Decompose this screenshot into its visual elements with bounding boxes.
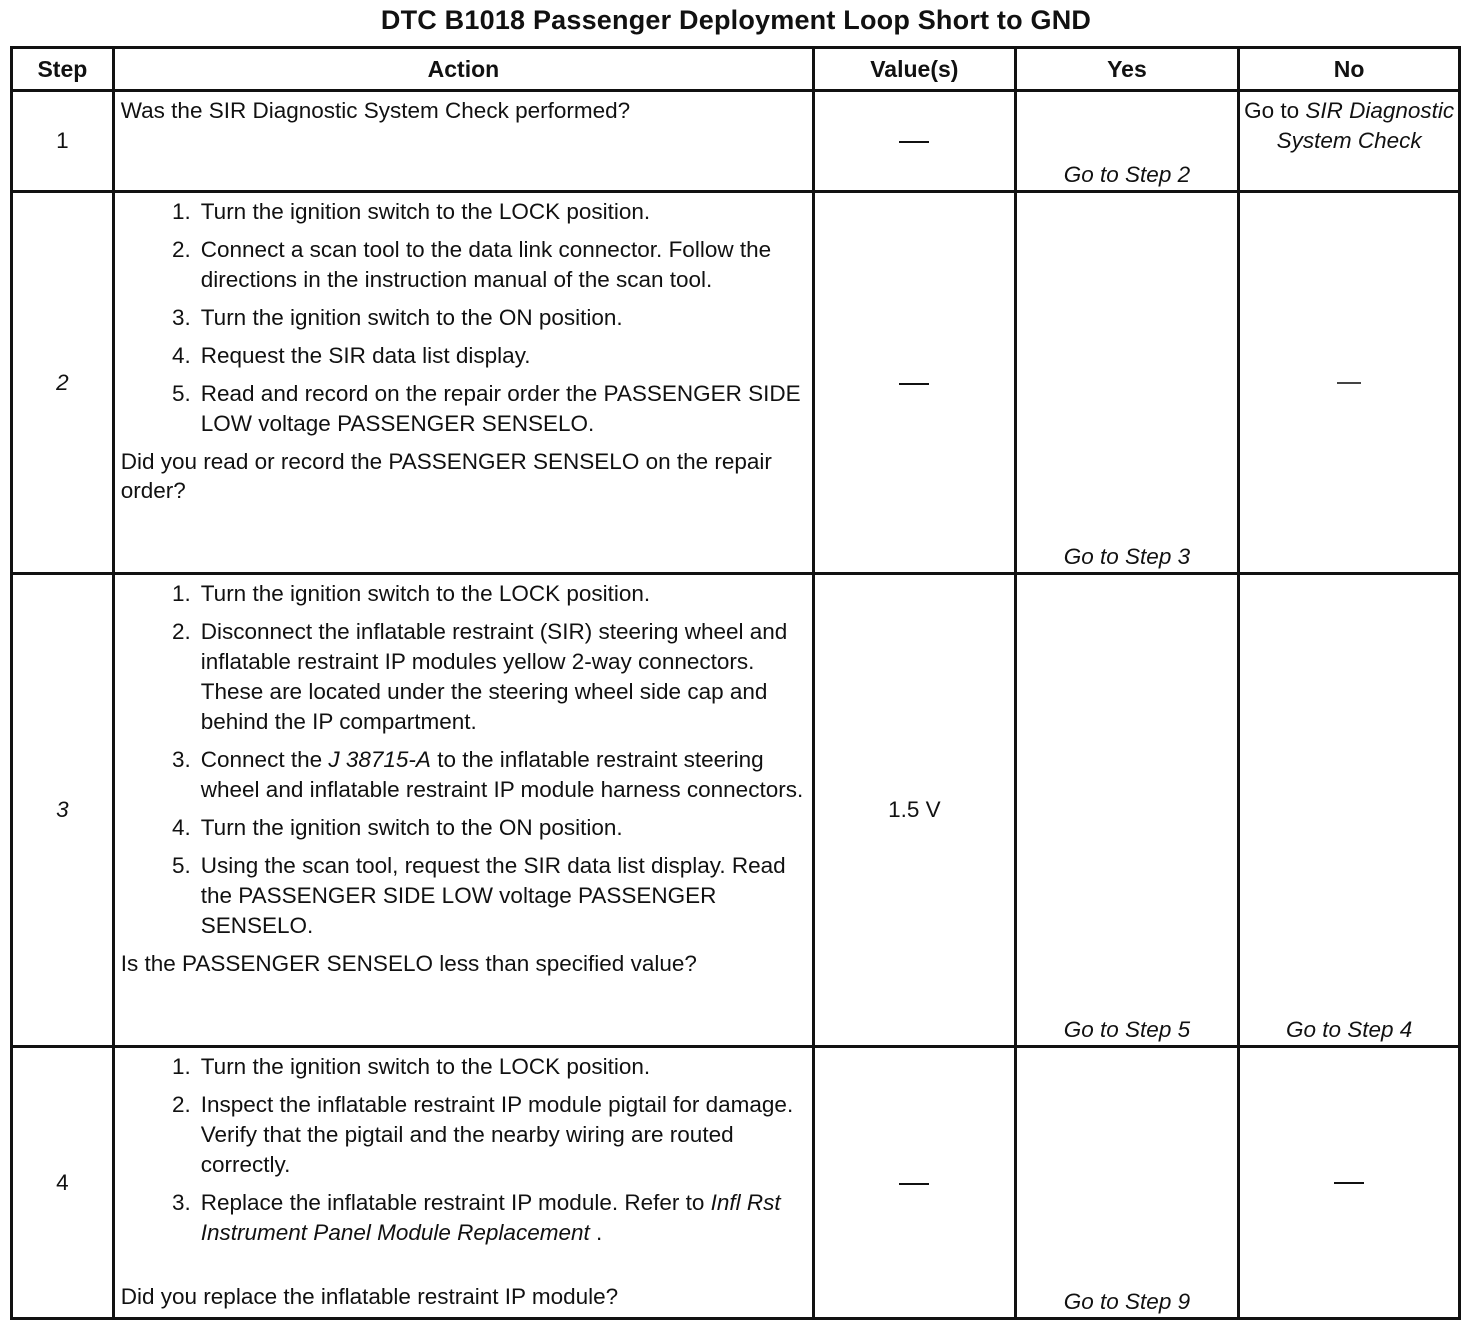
instruction-list [121, 1052, 804, 1248]
no-value-dash [899, 1183, 929, 1185]
no-cell [1239, 91, 1460, 192]
procedure-reference: Infl Rst Instrument Panel Module Replacement [200, 1190, 781, 1245]
no-cell [1239, 1047, 1460, 1319]
page-title: DTC B1018 Passenger Deployment Loop Short to GND [380, 5, 1092, 35]
header-action: Action [113, 48, 813, 91]
list-item: 2. Inspect the inflatable restraint IP module pigtail for damage. Verify that the pigtail and the nearby wiring are routed correctly. [172, 1092, 794, 1177]
step-number: 3 [12, 574, 114, 1047]
action-question: Was the SIR Diagnostic System Check performed? [120, 98, 631, 123]
no-prefix: Go to [1244, 98, 1306, 123]
action-cell [113, 1047, 813, 1319]
list-item: 4. Turn the ignition switch to the ON position. [172, 815, 623, 840]
instruction-list [121, 579, 804, 941]
value-cell [814, 1047, 1016, 1319]
instruction-list [121, 197, 804, 439]
value-cell: 1.5 V [814, 574, 1016, 1047]
list-item: 3. Connect the J 38715-A to the inflatable restraint steering wheel and inflatable restraint IP module harness connectors. [172, 747, 804, 802]
tool-reference: J 38715-A [328, 747, 431, 772]
header-no: No [1239, 48, 1460, 91]
value-cell [814, 192, 1016, 574]
action-question: Is the PASSENGER SENSELO less than specified value? [120, 951, 697, 976]
diagnostic-table [10, 46, 1461, 1320]
table-row-step-2 [12, 192, 1460, 574]
action-cell [113, 192, 813, 574]
yes-cell: Go to Step 5 [1015, 574, 1239, 1047]
list-item: 5. Read and record on the repair order the PASSENGER SIDE LOW voltage PASSENGER SENSELO. [172, 381, 801, 436]
step-number: 4 [12, 1047, 114, 1319]
value-cell [814, 91, 1016, 192]
step-number: 1 [12, 91, 114, 192]
list-item: 4. Request the SIR data list display. [172, 343, 531, 368]
list-item: 3. Replace the inflatable restraint IP module. Refer to Infl Rst Instrument Panel Module Replacement . [172, 1190, 781, 1245]
yes-cell: Go to Step 2 [1015, 91, 1239, 192]
header-row [12, 48, 1460, 91]
action-question: Did you replace the inflatable restraint IP module? [120, 1284, 619, 1309]
header-yes: Yes [1015, 48, 1239, 91]
no-cell: Go to Step 4 [1239, 574, 1460, 1047]
list-item: 1. Turn the ignition switch to the LOCK position. [172, 1054, 651, 1079]
table-row-step-1 [12, 91, 1460, 192]
no-value-dash [899, 141, 929, 143]
header-step: Step [12, 48, 114, 91]
list-item: 2. Disconnect the inflatable restraint (SIR) steering wheel and inflatable restraint IP modules yellow 2-way connectors. These are located under the steering wheel side cap and behind the IP compartment. [172, 619, 788, 734]
list-item: 2. Connect a scan tool to the data link connector. Follow the directions in the instruction manual of the scan tool. [172, 237, 772, 292]
yes-cell: Go to Step 3 [1015, 192, 1239, 574]
no-value-dash [899, 383, 929, 385]
list-item: 5. Using the scan tool, request the SIR data list display. Read the PASSENGER SIDE LOW voltage PASSENGER SENSELO. [172, 853, 786, 938]
no-value-dash [1337, 382, 1361, 384]
table-row-step-3 [12, 574, 1460, 1047]
action-cell [113, 574, 813, 1047]
table-row-step-4 [12, 1047, 1460, 1319]
no-link: SIR Diagnostic System Check [1276, 98, 1455, 153]
list-item: 1. Turn the ignition switch to the LOCK position. [172, 581, 651, 606]
list-item: 3. Turn the ignition switch to the ON position. [172, 305, 623, 330]
no-value-dash [1334, 1182, 1364, 1184]
yes-cell: Go to Step 9 [1015, 1047, 1239, 1319]
action-cell [113, 91, 813, 192]
header-values: Value(s) [814, 48, 1016, 91]
action-question: Did you read or record the PASSENGER SENSELO on the repair order? [120, 449, 772, 503]
list-item: 1. Turn the ignition switch to the LOCK position. [172, 199, 651, 224]
no-cell [1239, 192, 1460, 574]
step-number: 2 [12, 192, 114, 574]
